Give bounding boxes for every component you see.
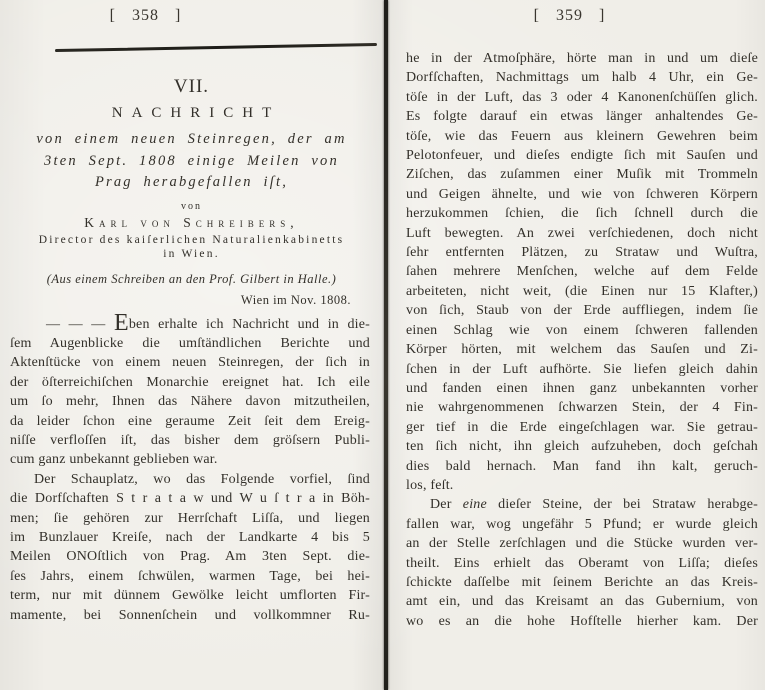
text-line: Ziſchen, das zuſammen einer Muſik mit Trommeln xyxy=(406,167,758,183)
text-line: ſehr entfernten Plätzen, zu Strataw und Wuſtra, xyxy=(406,245,758,261)
text-line: Der eine dieſer Steine, der bei Strataw herabge- xyxy=(430,497,758,513)
page-359 xyxy=(390,0,765,690)
text-line: die Dorfſchaften S t r a t a w und W u ſ t r a in Böh- xyxy=(10,491,370,507)
text-line: töſe, wie das Feuern aus kleinern Gewehren beim xyxy=(406,128,758,144)
text-line: he in der Atmoſphäre, hörte man in und um dieſe xyxy=(406,51,758,66)
source-note: (Aus einem Schreiben an den Prof. Gilbert in Halle.) xyxy=(46,271,337,286)
subtitle-line-1: von einem neuen Steinregen, der am xyxy=(36,131,347,147)
text-line: Der Schauplatz, wo das Folgende vorfiel, ſind xyxy=(34,471,370,487)
text-line: einen Schlag wie von einem ſchweren fallenden xyxy=(406,322,758,338)
text-line: fallen war, wog ungefähr 5 Pfund; er wurde gleich xyxy=(406,516,758,532)
text-line: Meilen ONOſtlich von Prag. Am 3ten Sept. die- xyxy=(10,549,370,565)
text-line: ſem Augenblicke die umſtändlichen Berichte und xyxy=(10,335,370,351)
text-line: men; ſie gehören zur Herrſchaft Liſſa, und liegen xyxy=(10,510,370,526)
text-line: ten ſich nicht, ihn gleich aufzuheben, doch geſchah xyxy=(406,439,758,455)
text-line: töſe in der Luft, das 3 oder 4 Kanonenſchüſſen glich. xyxy=(406,89,758,105)
text-line: und fanden einen ihnen ganz unbekannten vorher xyxy=(406,380,758,396)
text-line: und Geigen ähnelte, und wie von ſchweren Körpern xyxy=(406,186,758,202)
text-line: wo es an die hohe Hofſtelle hierher kam. Der xyxy=(406,613,758,629)
text-line: da leider ſchon eine geraume Zeit ſeit dem Ereig- xyxy=(10,413,370,429)
text-line: Es folgte darauf ein etwas länger anhaltendes Ge- xyxy=(406,109,758,125)
page-number-left: [ 358 ] xyxy=(109,7,182,24)
text-line: ſchickte daſſelbe mit ſeinem Berichte an das Kreis- xyxy=(406,574,758,590)
text-line: Pelotonfeuer, und dieſes endigte ſich mit Sauſen und xyxy=(406,148,758,164)
article-body-left xyxy=(0,309,383,626)
text-line: um ſo mehr, Ihnen das Nähere davon mitzutheilen, xyxy=(10,394,370,410)
byline-von: von xyxy=(181,200,202,212)
dateline: Wien im Nov. 1808. xyxy=(240,292,351,307)
text-line: im Bunzlauer Kreiſe, nach der Landkarte 4 bis 5 xyxy=(10,529,370,545)
text-line: Aktenſtücke von einem neuen Steinregen, der ſich in xyxy=(10,355,370,371)
text-line: ger tief in die Erde eingeſchlagen war. Sie getrau- xyxy=(406,419,758,435)
text-line: der öſterreichiſchen Monarchie ereignet hat. Ich eile xyxy=(10,374,370,390)
page-gutter-rule xyxy=(384,0,388,690)
text-line: Körper hörten, mit welchem das Sauſen und Zi- xyxy=(406,342,758,358)
subtitle-line-2: 3ten Sept. 1808 einige Meilen von xyxy=(44,152,339,169)
text-line: an der Stelle zerſchlagen und die Stücke wurden ver- xyxy=(406,536,758,552)
author-title xyxy=(0,233,383,261)
text-line: ſahen mehrere Menſchen, welche auf dem Felde xyxy=(406,264,758,280)
text-line: nie wahrgenommenen ſchwarzen Stein, der 4 Fin- xyxy=(406,400,758,416)
author-name: Karl von Schreibers, xyxy=(84,214,299,230)
article-body-right xyxy=(390,49,765,631)
text-line: cum ganz unbekannt geblieben war. xyxy=(10,452,218,468)
text-line: ſchen in der Luft aufhörte. Sie liefen gleich dahin xyxy=(406,361,758,377)
text-line: theilt. Eins erhielt das Oberamt von Liſſa; dieſes xyxy=(406,555,758,571)
article-heading: NACHRICHT xyxy=(111,105,281,121)
section-number: VII. xyxy=(173,76,210,97)
text-line: mamente, bei Sonnenſchein und vollkommner Ru- xyxy=(10,607,370,623)
subtitle-line-3: Prag herabgefallen iſt, xyxy=(94,174,289,190)
text-line: von ſich, Staub von der Erde auffliegen, indem ſie xyxy=(406,303,758,319)
text-line: amt ein, und das Kreisamt an das Gubernium, von xyxy=(406,594,758,610)
text-line: herzukommen ſchien, die ſich ſchnell durch die xyxy=(406,206,758,222)
text-line: Luft bewegten. An zwei verſchiedenen, doch nicht xyxy=(406,225,758,241)
author-title-line-1: Director des kaiſerlichen Naturalienkabinetts xyxy=(38,233,345,246)
page-number-right: [ 359 ] xyxy=(533,7,606,24)
author-title-line-2: in Wien. xyxy=(163,247,220,260)
text-line: ſes Jahrs, einem ſchwülen, warmen Tage, bei hei- xyxy=(10,568,370,584)
text-line: los, feſt. xyxy=(406,477,454,493)
text-line: — — — Eben erhalte ich Nachricht und in die- xyxy=(46,309,371,336)
text-line: Dorfſchaften, Nachmittags um halb 4 Uhr, ein Ge- xyxy=(406,70,758,86)
text-line: niſſe verfloſſen iſt, das bisher dem gröſsern Publi- xyxy=(10,432,370,448)
article-subtitle xyxy=(0,129,383,194)
text-line: arbeiteten, nicht weit, (die Einen nur 15 Klafter,) xyxy=(406,283,758,299)
text-line: dies bald hernach. Man fand ihn kalt, geruch- xyxy=(406,458,758,474)
header-rule xyxy=(55,43,377,52)
text-line: term, nur mit dünnem Gewölke leicht umflorten Fir- xyxy=(10,588,370,604)
